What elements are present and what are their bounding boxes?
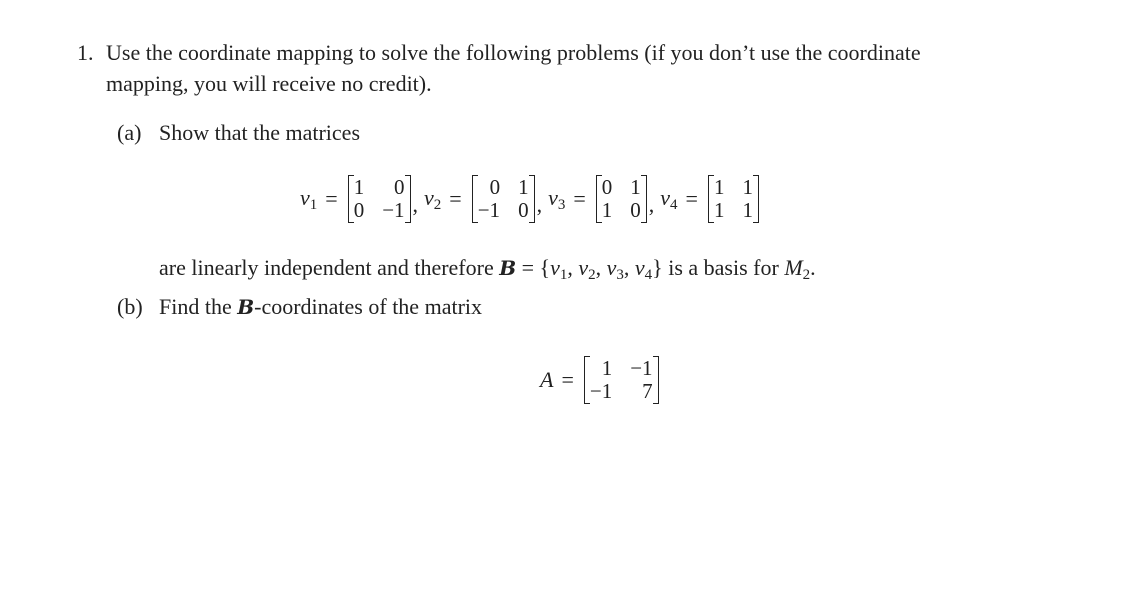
vector-equations-row (300, 175, 759, 223)
matrix-v2 (472, 175, 535, 223)
conclusion-period: . (810, 255, 816, 280)
matrix-cell: 1 (742, 198, 753, 222)
matrix-a-equation (540, 356, 659, 404)
basis-symbol: B (237, 295, 255, 319)
conclusion-prefix: are linearly independent and therefore (159, 255, 500, 280)
part-a-label: (a) (117, 120, 142, 145)
matrix-cell: 1 (713, 175, 725, 199)
matrix-cell: 0 (489, 175, 501, 199)
matrix-cell: 0 (394, 175, 405, 199)
problem-number: 1. (77, 40, 94, 65)
matrix-cell: 1 (601, 198, 613, 222)
matrix-cell: 1 (518, 175, 529, 199)
matrix-cell: 1 (713, 198, 725, 222)
matrix-v1 (348, 175, 411, 223)
separator-comma: , (648, 192, 655, 217)
matrix-cell: 7 (642, 379, 653, 403)
matrix-a (584, 356, 659, 404)
set-item: v (578, 255, 589, 280)
v3-equals: = (573, 186, 586, 211)
problem-text-line-2: mapping, you will receive no credit). (106, 71, 432, 96)
set-item-sub: 1 (559, 267, 568, 283)
matrix-a-equals: = (561, 367, 574, 392)
v2-name: $v_2$ (424, 184, 442, 213)
v4-name: $v_4$ (660, 184, 678, 213)
v1-equals: = (325, 186, 338, 211)
matrix-cell: 0 (518, 198, 529, 222)
basis-symbol: B (499, 256, 517, 280)
set-close: } is a basis for (652, 255, 785, 280)
set-item-sub: 4 (644, 267, 653, 283)
matrix-cell: 1 (353, 175, 365, 199)
set-sep: , (567, 255, 579, 280)
v2-equals: = (449, 186, 462, 211)
matrix-cell: 1 (601, 356, 613, 380)
set-sep: , (623, 255, 635, 280)
matrix-a-name: A (540, 367, 554, 392)
set-sep: , (595, 255, 607, 280)
set-item: v (550, 255, 560, 280)
part-b-suffix: -coordinates of the matrix (254, 294, 483, 319)
matrix-cell: 0 (630, 198, 641, 222)
part-b-prefix: Find the (159, 294, 238, 319)
matrix-cell: 1 (630, 175, 641, 199)
v4-equals: = (685, 186, 698, 211)
matrix-cell: −1 (382, 198, 405, 222)
v3-name: $v_3$ (548, 184, 566, 213)
matrix-cell: −1 (630, 356, 653, 380)
matrix-v3 (596, 175, 647, 223)
matrix-cell: 0 (353, 198, 365, 222)
part-a-conclusion (159, 255, 816, 284)
separator-comma: , (536, 192, 543, 217)
set-item-sub: 3 (616, 267, 624, 283)
separator-comma: , (412, 192, 419, 217)
space-symbol: M (784, 255, 803, 280)
matrix-cell: 1 (742, 175, 753, 199)
matrix-v4 (708, 175, 759, 223)
space-sub: 2 (802, 267, 811, 283)
problem-text-line-1: Use the coordinate mapping to solve the following problems (if you don’t use the coordinate (106, 40, 921, 65)
matrix-cell: −1 (477, 198, 501, 222)
set-open: = { (516, 255, 551, 280)
part-b-text (159, 294, 482, 320)
set-item: v (606, 255, 617, 280)
set-item-sub: 2 (588, 267, 596, 283)
matrix-cell: 0 (601, 175, 613, 199)
set-item: v (634, 255, 645, 280)
matrix-cell: −1 (589, 379, 613, 403)
v1-name: $v_1$ (300, 184, 318, 213)
part-a-text: Show that the matrices (159, 120, 361, 145)
part-b-label: (b) (117, 294, 143, 319)
